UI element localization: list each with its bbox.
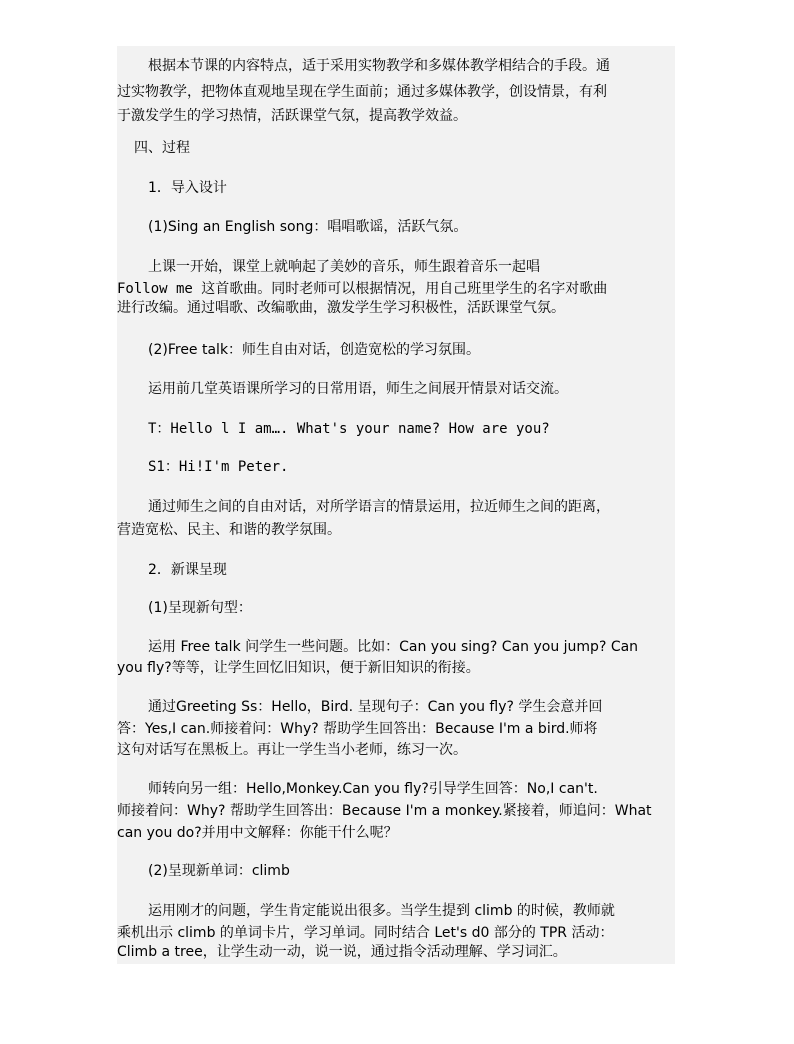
paragraph-line: 于激发学生的学习热情，活跃课堂气氛，提高教学效益。 bbox=[117, 108, 467, 124]
paragraph-line: 通过师生之间的自由对话，对所学语言的情景运用，拉近师生之间的距离， bbox=[148, 499, 610, 515]
paragraph-line: Climb a tree，让学生动一动，说一说，通过指令活动理解、学习词汇。 bbox=[117, 944, 567, 960]
paragraph-line: 营造宽松、民主、和谐的教学氛围。 bbox=[117, 522, 341, 538]
paragraph-line: 通过Greeting Ss：Hello，Bird. 呈现句子：Can you fly? 学生会意并回 bbox=[148, 699, 603, 715]
paragraph-line: 师转向另一组：Hello,Monkey.Can you fly?引导学生回答：No,I can't. bbox=[148, 781, 598, 797]
subsection-heading: 2．新课呈现 bbox=[148, 562, 227, 578]
paragraph-line: 运用前几堂英语课所学习的日常用语，师生之间展开情景对话交流。 bbox=[148, 381, 568, 397]
item-heading: (1)呈现新句型： bbox=[148, 600, 252, 616]
paragraph-line: 过实物教学，把物体直观地呈现在学生面前；通过多媒体教学，创设情景，有利 bbox=[117, 84, 607, 100]
dialogue-line: T：Hello l I am…. What's your name? How are you? bbox=[148, 421, 550, 437]
paragraph-line: can you do?并用中文解释：你能干什么呢？ bbox=[117, 825, 398, 841]
section-heading: 四、过程 bbox=[134, 140, 190, 156]
paragraph-line: 答：Yes,I can.师接着问：Why? 帮助学生回答出：Because I'm a bird.师将 bbox=[117, 721, 598, 737]
paragraph-line: 运用 Free talk 问学生一些问题。比如：Can you sing? Can you jump? Can bbox=[148, 639, 639, 655]
subsection-heading: 1．导入设计 bbox=[148, 180, 227, 196]
paragraph-line: 根据本节课的内容特点，适于采用实物教学和多媒体教学相结合的手段。通 bbox=[148, 58, 610, 74]
paragraph-line: 师接着问：Why? 帮助学生回答出：Because I'm a monkey.紧接着，师追问：What bbox=[117, 803, 652, 819]
paragraph-line: you fly?等等，让学生回忆旧知识，便于新旧知识的衔接。 bbox=[117, 660, 480, 676]
paragraph-line: 进行改编。通过唱歌、改编歌曲，激发学生学习积极性，活跃课堂气氛。 bbox=[117, 300, 565, 316]
paragraph-line: 运用刚才的问题，学生肯定能说出很多。当学生提到 climb 的时候，教师就 bbox=[148, 903, 615, 919]
item-heading: (2)Free talk：师生自由对话，创造宽松的学习氛围。 bbox=[148, 342, 481, 358]
paragraph-line: Follow me 这首歌曲。同时老师可以根据情况，用自己班里学生的名字对歌曲 bbox=[117, 281, 608, 297]
paragraph-line: 乘机出示 climb 的单词卡片，学习单词。同时结合 Let's d0 部分的 TPR 活动： bbox=[117, 925, 614, 941]
paragraph-line: 这句对话写在黑板上。再让一学生当小老师，练习一次。 bbox=[117, 742, 467, 758]
document-page bbox=[117, 46, 675, 964]
paragraph-line: 上课一开始，课堂上就响起了美妙的音乐，师生跟着音乐一起唱 bbox=[148, 259, 540, 275]
item-heading: (1)Sing an English song：唱唱歌谣，活跃气氛。 bbox=[148, 219, 468, 235]
dialogue-line: S1：Hi!I'm Peter. bbox=[148, 459, 289, 475]
item-heading: (2)呈现新单词：climb bbox=[148, 863, 290, 879]
